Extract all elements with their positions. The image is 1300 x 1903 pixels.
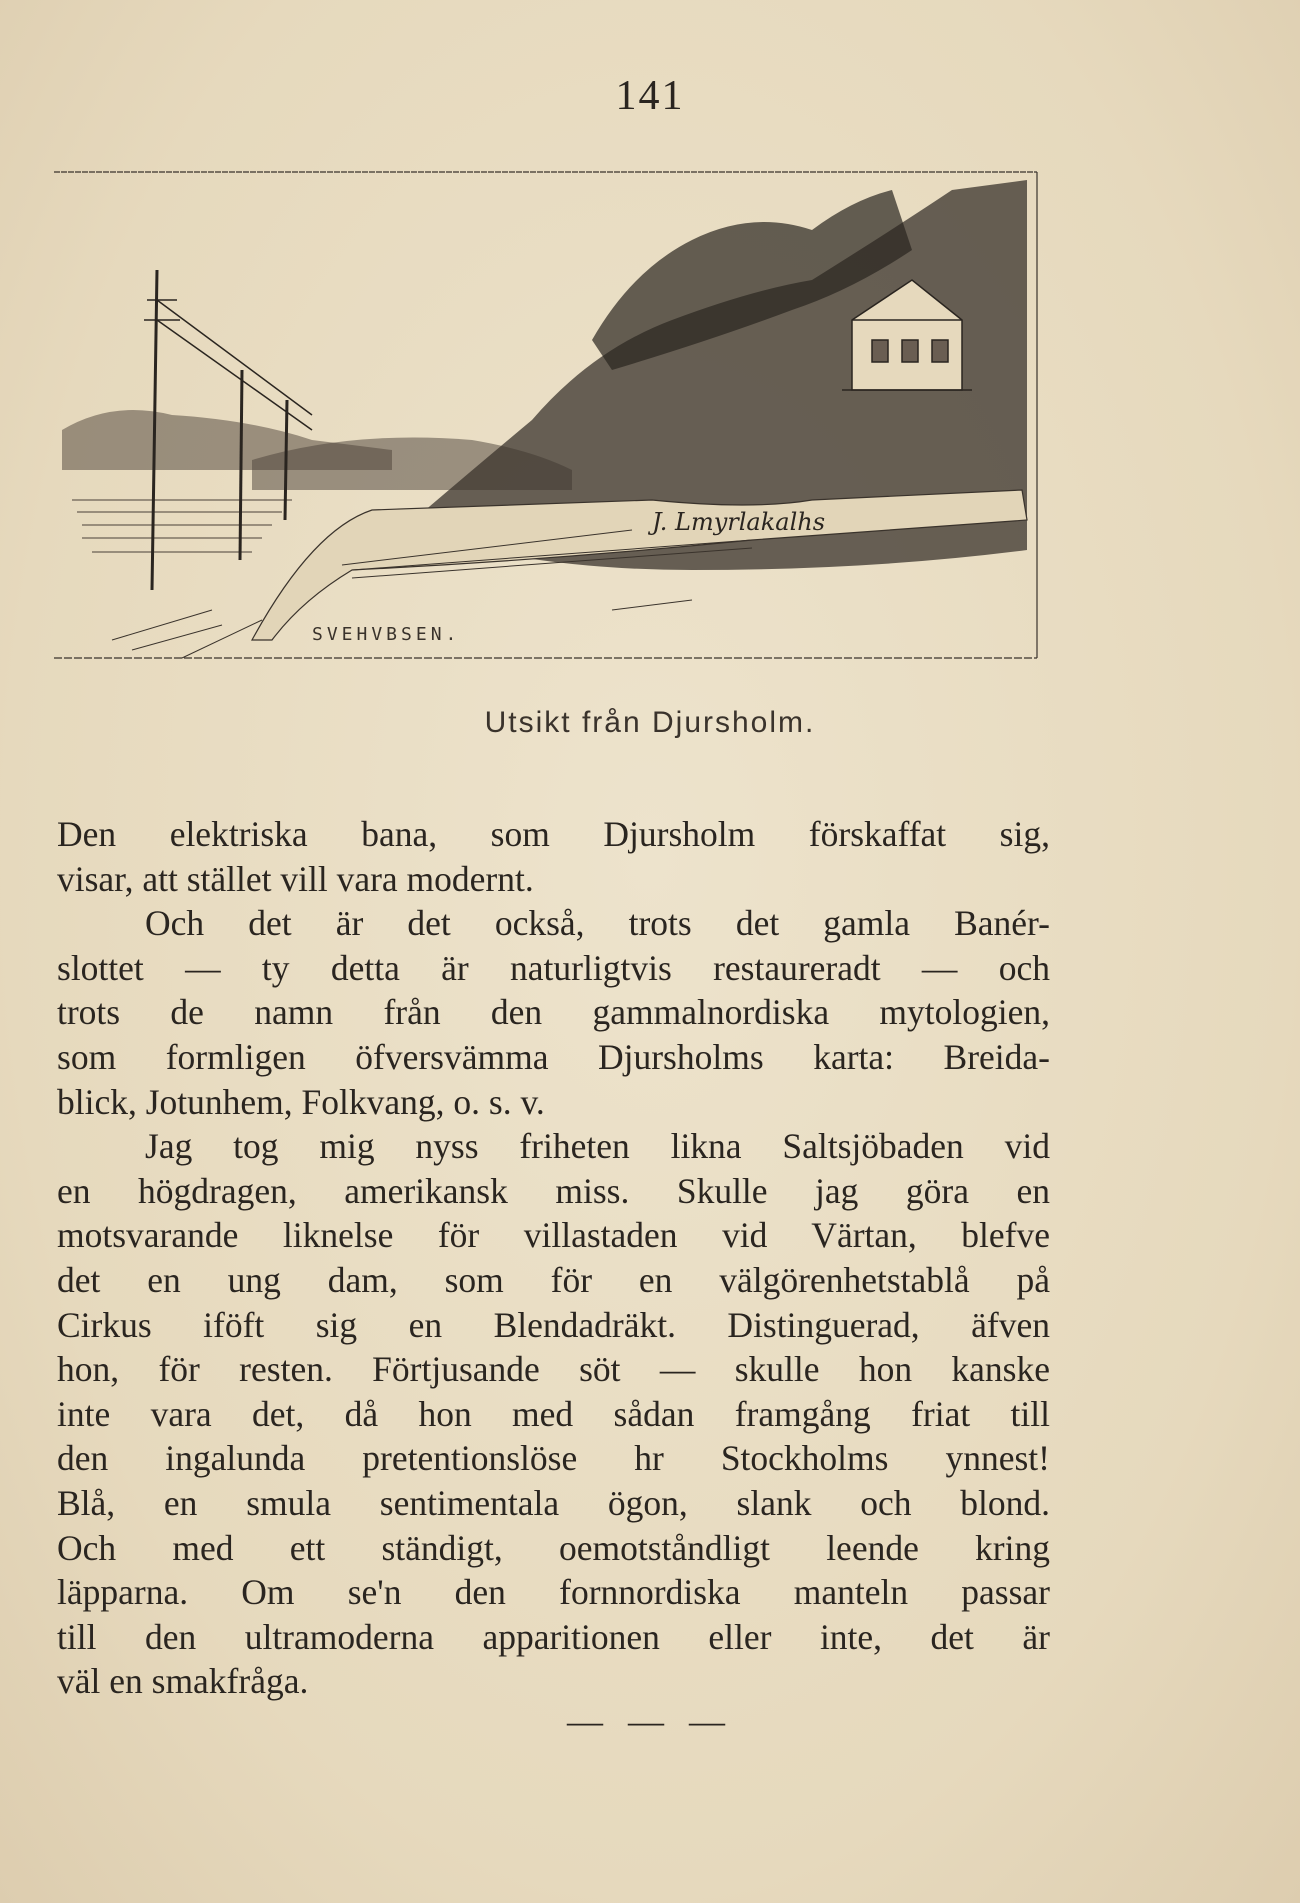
text-line: Cirkus iföft sig en Blendadräkt. Distinguerad, äfven — [57, 1304, 1050, 1345]
illustration-djursholm-view — [52, 170, 1042, 660]
text-line: Den elektriska bana, som Djursholm förskaffat sig, — [57, 814, 1050, 854]
text-line: den ingalunda pretentionslöse hr Stockholms ynnest! — [57, 1438, 1050, 1479]
illustration-caption: Utsikt från Djursholm. — [484, 706, 816, 739]
text-line: blick, Jotunhem, Folkvang, o. s. v. — [57, 1081, 545, 1122]
text-line: det en ung dam, som för en välgörenhetstablå på — [57, 1259, 1050, 1300]
text-line: läpparna. Om se'n den fornnordiska manteln passar — [57, 1572, 1050, 1613]
text-line: Och det är det också, trots det gamla Banér- — [145, 903, 1050, 944]
text-line: till den ultramoderna apparitionen eller inte, det är — [57, 1616, 1050, 1657]
artist-signature: SVEHVBSEN. — [312, 624, 461, 645]
text-line: väl en smakfråga. — [57, 1661, 309, 1702]
text-line: inte vara det, då hon med sådan framgång friat till — [57, 1393, 1050, 1434]
text-line: som formligen öfversvämma Djursholms karta: Breida- — [57, 1036, 1050, 1077]
text-line: hon, för resten. Förtjusande söt — skulle hon kanske — [57, 1349, 1050, 1390]
page-number: 141 — [615, 73, 685, 119]
text-line: Jag tog mig nyss friheten likna Saltsjöbaden vid — [145, 1126, 1050, 1167]
text-line: motsvarande liknelse för villastaden vid Värtan, blefve — [57, 1215, 1050, 1256]
text-line: trots de namn från den gammalnordiska mytologien, — [57, 992, 1050, 1033]
body-text — [57, 812, 1050, 1704]
text-line: Blå, en smula sentimentala ögon, slank och blond. — [57, 1482, 1050, 1523]
text-line: Och med ett ständigt, oemotståndligt leende kring — [57, 1527, 1050, 1568]
text-line: slottet — ty detta är naturligtvis restaureradt — och — [57, 947, 1050, 988]
text-line: en högdragen, amerikansk miss. Skulle jag göra en — [57, 1170, 1050, 1211]
landscape-drawing — [52, 170, 1042, 660]
end-mark: — — — — [567, 1701, 733, 1741]
text-line: visar, att stället vill vara modernt. — [57, 858, 534, 899]
cursive-signature: J. Lmyrlakalhs — [652, 508, 826, 536]
